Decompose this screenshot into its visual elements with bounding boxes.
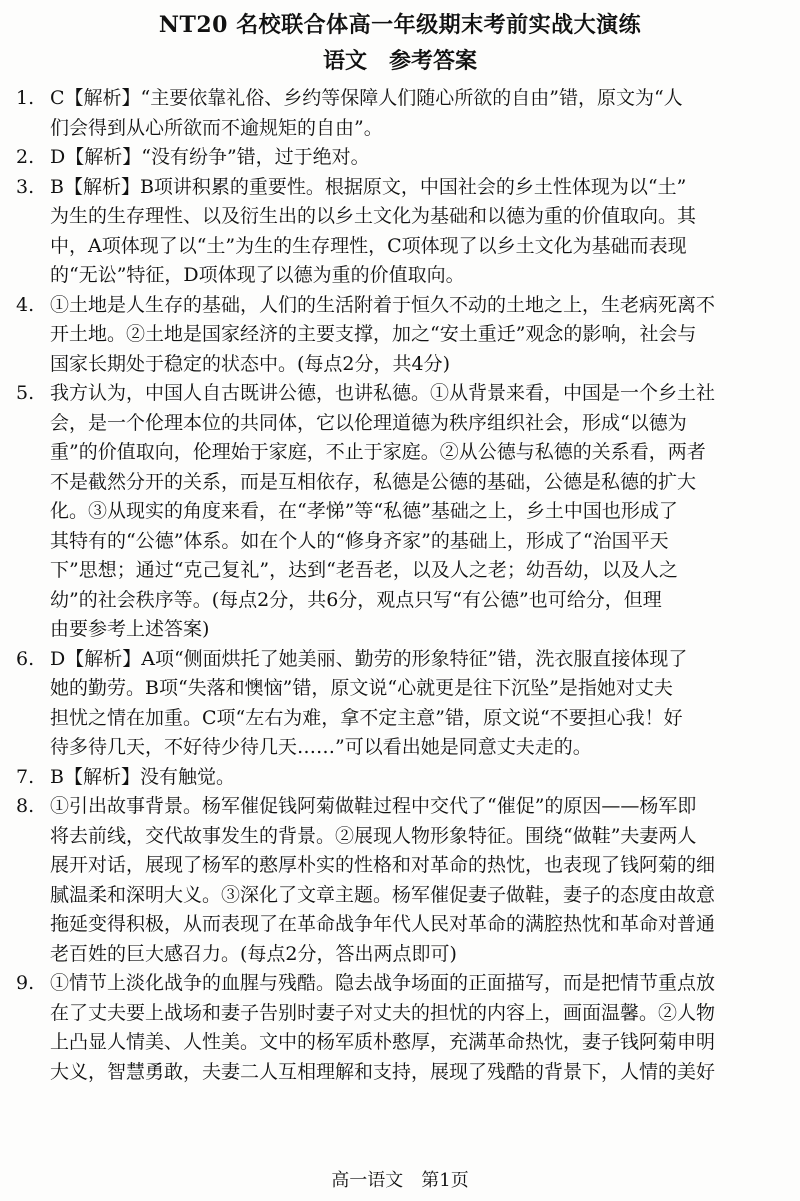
answer-line: 上凸显人情美、人性美。文中的杨军质朴憨厚，充满革命热忱，妻子钱阿菊申明 <box>50 1031 716 1053</box>
answer-text <box>50 763 788 793</box>
answer-line: 幼”的社会秩序等。(每点2分，共6分，观点只写“有公德”也可给分，但理 <box>50 588 662 611</box>
answer-line: 们会得到从心所欲而不逾规矩的自由”。 <box>50 116 383 139</box>
answer-number: 4. <box>16 293 35 316</box>
page-title: NT20 名校联合体高一年级期末考前实战大演练 <box>158 12 642 38</box>
answer-text <box>50 969 788 1087</box>
answer-number: 6. <box>16 647 35 670</box>
answer-line: 为生的生存理性、以及衍生出的以乡土文化为基础和以德为重的价值取向。其 <box>50 205 697 227</box>
answer-line: B【解析】B项讲积累的重要性。根据原文，中国社会的乡土性体现为以“土” <box>50 175 687 198</box>
answer-number: 5. <box>16 382 35 404</box>
answer-item <box>16 969 788 1087</box>
answer-number: 3. <box>16 175 35 198</box>
answer-text <box>50 143 788 173</box>
answer-line: ①情节上淡化战争的血腥与残酷。隐去战争场面的正面描写，而是把情节重点放 <box>50 972 716 994</box>
answer-item <box>16 792 788 969</box>
answer-line: 会，是一个伦理本位的共同体，它以伦理道德为秩序组织社会，形成“以德为 <box>50 411 687 434</box>
answer-number: 8. <box>16 795 35 817</box>
answer-line: 由要参考上述答案) <box>50 618 210 640</box>
answer-text <box>50 645 788 763</box>
answer-text <box>50 792 788 969</box>
answer-line: 下”思想；通过“克己复礼”，达到“老吾老，以及人之老；幼吾幼，以及人之 <box>50 559 678 581</box>
answer-line: 腻温柔和深明大义。③深化了文章主题。杨军催促妻子做鞋，妻子的态度由故意 <box>50 883 716 906</box>
answer-line: 开土地。②土地是国家经济的主要支撑，加之“安土重迁”观念的影响，社会与 <box>50 323 697 345</box>
answer-line: C【解析】“主要依靠礼俗、乡约等保障人们随心所欲的自由”错，原文为“人 <box>50 87 683 109</box>
answer-line: D【解析】A项“侧面烘托了她美丽、勤劳的形象特征”错，洗衣服直接体现了 <box>50 647 688 670</box>
answer-line: 将去前线，交代故事发生的背景。②展现人物形象特征。围绕“做鞋”夫妻两人 <box>50 824 697 847</box>
answer-line: 展开对话，展现了杨军的憨厚朴实的性格和对革命的热忱，也表现了钱阿菊的细 <box>50 854 716 876</box>
answer-number: 9. <box>16 972 35 994</box>
answer-item <box>16 379 788 645</box>
answer-line: 待多待几天，不好待少待几天……”可以看出她是同意丈夫走的。 <box>50 736 592 758</box>
answer-text <box>50 291 788 380</box>
answer-text <box>50 379 788 645</box>
answer-line: 其特有的“公德”体系。如在个人的“修身齐家”的基础上，形成了“治国平天 <box>50 529 669 552</box>
answer-item <box>16 291 788 380</box>
page-footer: 高一语文 第1页 <box>331 1170 469 1191</box>
answer-line: 国家长期处于稳定的状态中。(每点2分，共4分) <box>50 352 451 375</box>
answer-line: D【解析】“没有纷争”错，过于绝对。 <box>50 146 370 168</box>
answer-item <box>16 645 788 763</box>
answer-line: 她的勤劳。B项“失落和懊恼”错，原文说“心就更是往下沉坠”是指她对丈夫 <box>50 677 673 699</box>
answer-item <box>16 173 788 291</box>
answer-line: 中，A项体现了以“土”为生的生存理性，C项体现了以乡土文化为基础而表现 <box>50 234 687 257</box>
answer-item <box>16 84 788 143</box>
answer-number: 2. <box>16 146 35 168</box>
answer-line: 拖延变得积极，从而表现了在革命战争年代人民对革命的满腔热忱和革命对普通 <box>50 913 716 935</box>
answer-line: 在了丈夫要上战场和妻子告别时妻子对丈夫的担忧的内容上，画面温馨。②人物 <box>50 1001 716 1024</box>
answer-list <box>16 84 788 1087</box>
answer-line: ①土地是人生存的基础，人们的生活附着于恒久不动的土地之上，生老病死离不 <box>50 293 716 316</box>
answer-item <box>16 143 788 173</box>
answer-line: 担忧之情在加重。C项“左右为难，拿不定主意”错，原文说“不要担心我！好 <box>50 706 683 729</box>
answer-text <box>50 173 788 291</box>
answer-line: B【解析】没有触觉。 <box>50 765 235 788</box>
answer-line: ①引出故事背景。杨军催促钱阿菊做鞋过程中交代了“催促”的原因——杨军即 <box>50 795 697 817</box>
answer-text <box>50 84 788 143</box>
answer-number: 1. <box>16 87 35 109</box>
answer-line: 的“无讼”特征，D项体现了以德为重的价值取向。 <box>50 264 465 286</box>
answer-number: 7. <box>16 765 35 788</box>
answer-line: 大义，智慧勇敢，夫妻二人互相理解和支持，展现了残酷的背景下，人情的美好 <box>50 1060 716 1083</box>
answer-item <box>16 763 788 793</box>
answer-line: 不是截然分开的关系，而是互相依存，私德是公德的基础，公德是私德的扩大 <box>50 470 697 493</box>
answer-line: 老百姓的巨大感召力。(每点2分，答出两点即可) <box>50 942 457 965</box>
page-subtitle: 语文 参考答案 <box>322 48 477 74</box>
answer-line: 重”的价值取向，伦理始于家庭，不止于家庭。②从公德与私德的关系看，两者 <box>50 441 706 463</box>
answer-line: 我方认为，中国人自古既讲公德，也讲私德。①从背景来看，中国是一个乡土社 <box>50 382 716 404</box>
answer-line: 化。③从现实的角度来看，在“孝悌”等“私德”基础之上，乡土中国也形成了 <box>50 500 678 522</box>
